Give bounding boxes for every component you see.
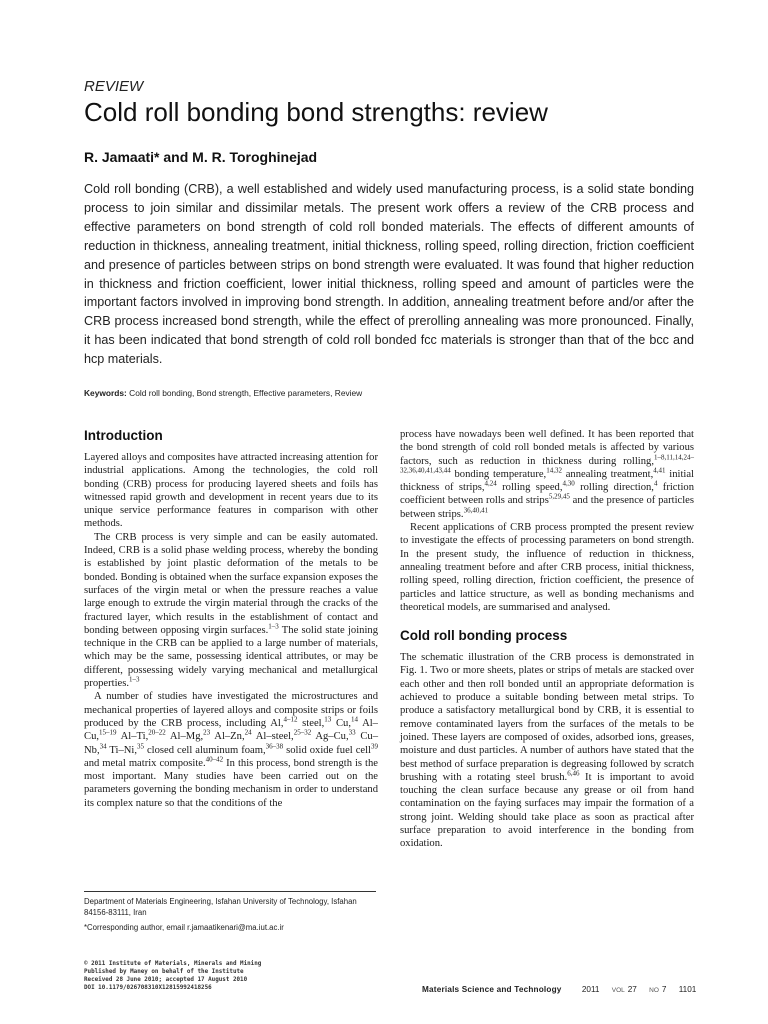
crb-process-heading: Cold roll bonding process — [400, 628, 568, 644]
citation: 1–3 — [268, 622, 279, 631]
paper-title: Cold roll bonding bond strengths: review — [84, 97, 548, 127]
footnote-divider — [84, 891, 376, 892]
introduction-heading: Introduction — [84, 428, 163, 443]
section-label: REVIEW — [84, 78, 144, 95]
keywords-label: Keywords: — [84, 388, 127, 398]
citation: 14,32 — [546, 466, 562, 475]
citation: 39 — [371, 742, 378, 750]
citation: 4–12 — [283, 715, 298, 724]
intro-paragraph-4: process have nowadays been well defined. It has been reported that the bond strength of cold roll bonded metals is affected by various factors, such as reduction in thickness during rolling,$^{1-8,11,14,24-32,36,40,41,43,44}$ bonding temperature,$^{14,32}$ annealing treatment,$^{4,41}$ initial thickness of strips,$^{4,24}$ rolling speed,$^{4,30}$ rolling direction,$^4$ friction coefficient between rolls and strips$^{5,29,45}$ and the presence of particles between strips.$^{36,40,41}$ — [400, 429, 694, 520]
citation: 35 — [136, 742, 144, 750]
copyright-line: © 2011 Institute of Materials, Minerals and Mining — [84, 961, 262, 967]
issue-label: NO — [649, 987, 659, 994]
citation: 13 — [324, 715, 332, 724]
citation: 4,24 — [484, 479, 497, 488]
author-list: R. Jamaati* and M. R. Toroghinejad — [84, 149, 318, 165]
keywords — [84, 388, 694, 398]
citation: 15–19 — [99, 728, 117, 737]
publisher-line: Published by Maney on behalf of the Institute — [84, 969, 244, 975]
citation: 1–8,11,14,24–32,36,40,41,43,44 — [400, 453, 694, 475]
citation: 25–32 — [293, 728, 312, 737]
right-column — [400, 428, 694, 851]
doi-line: DOI 10.1179/026708310X12815992418256 — [84, 985, 212, 991]
page-number: 1101 — [678, 985, 697, 994]
corresponding-author-footnote: *Corresponding author, email r.jamaatikenari@ma.iut.ac.ir — [84, 923, 284, 932]
left-column — [84, 428, 378, 810]
citation: 36,40,41 — [463, 506, 489, 515]
citation: 23 — [203, 728, 211, 737]
volume-number: 27 — [627, 985, 637, 994]
citation: 36–38 — [265, 742, 284, 750]
received-line: Received 28 June 2010; accepted 17 August 2010 — [84, 977, 248, 983]
crb-paragraph-1: The schematic illustration of the CRB process is demonstrated in Fig. 1. Two or more sheets, plates or strips of metals are stacked over each other and then roll bonded until an appropriate deformation is achieved to produce a suitable bonding between metal strips. To produce a satisfactory metallurgical bond by CRB, it is essential to remove contaminated layers from the surfaces of the metals to be joined. These layers are composed of oxides, adsorbed ions, greases, moisture and dust particles. A number of authors have stated that the best method of surface preparation is degreasing followed by scratch brushing with a rotating steel brush.$^{6,46}$ It is important to avoid touching the clean surface because any grease or oil from hand contamination on the faying surfaces may impair the formation of a strong joint. Welding should take place as soon as practical after surface preparation to avoid interference in the bonding from oxidation. — [400, 652, 694, 850]
abstract: Cold roll bonding (CRB), a well established and widely used manufacturing process, is a solid state bonding process to join similar and dissimilar metals. The present work offers a review of the CRB process and effective parameters on bond strength of cold roll bonded materials. The effects of different amounts of reduction in thickness, annealing treatment, initial thickness, rolling speed, rolling direction, friction coefficient and presence of particles between strips on bond strength were evaluated. It was found that higher reduction in thickness and friction coefficient, lower initial thickness, rolling speed and amount of particles were the important factors involved in improving bond strength. In addition, annealing treatment before and/or after the CRB process increased bond strength, while the effect of prerolling annealing was more pronounced. Finally, it has been indicated that bond strength of cold roll bonded fcc materials is stronger than that of the bcc and hcp materials. — [84, 182, 694, 367]
journal-name: Materials Science and Technology — [422, 985, 562, 994]
journal-year: 2011 — [581, 985, 600, 994]
citation: 14 — [350, 715, 358, 724]
keywords-text: Cold roll bonding, Bond strength, Effective parameters, Review — [129, 388, 363, 398]
affiliation-footnote: Department of Materials Engineering, Isfahan University of Technology, Isfahan 84156-83111, Iran — [84, 897, 357, 917]
citation: 33 — [348, 728, 356, 737]
publication-info — [84, 960, 344, 992]
volume-label: VOL — [611, 987, 625, 994]
citation: 20–22 — [148, 728, 166, 737]
citation: 4,41 — [653, 466, 666, 475]
citation: 4,30 — [562, 479, 575, 488]
intro-paragraph-1: Layered alloys and composites have attracted increasing attention for industrial applications. Among the technologies, the cold roll bonding (CRB) process for producing layered sheets and foils has witnessed rapid growth and development in recent years due to its unique service performance features in comparison with other methods. — [84, 452, 378, 530]
intro-paragraph-3: A number of studies have investigated the microstructures and mechanical properties of layered alloys and composite strips or foils produced by the CRB process, including Al,$^{4-12}$ steel,$^{13}$ Cu,$^{14}$ Al–Cu,$^{15-19}$ Al–Ti,$^{20-22}$ Al–Mg,$^{23}$ Al–Zn,$^{24}$ Al–steel,$^{25-32}$ Ag–Cu,$^{33}$ Cu–Nb,$^{34}$ Ti–Ni,$^{35}$ closed cell aluminum foam,$^{36-38}$ solid oxide fuel cell$^{39}$ and metal matrix composite.$^{40-42}$ In this process, bond strength is the most important. Many studies have been carried out on the parameters governing the bonding mechanism in order to understand its complex nature so that the conditions of the — [84, 691, 378, 809]
intro-paragraph-5: Recent applications of CRB process prompted the present review to investigate the effects of processing parameters on bond strength. In the present study, the influence of reduction in thickness, annealing treatment before and after CRB process, initial thickness, rolling speed, rolling direction, friction coefficient, the presence of particles and lattice structure, as well as bonding mechanisms and theoretical models, are summarised and analysed. — [400, 522, 694, 613]
citation: 5,29,45 — [548, 492, 570, 501]
issue-number: 7 — [661, 985, 667, 994]
citation: 34 — [99, 742, 107, 750]
running-footer — [422, 985, 742, 994]
citation: 4 — [653, 479, 658, 488]
citation: 40–42 — [205, 755, 224, 764]
citation: 1–3 — [129, 675, 140, 684]
intro-paragraph-2: The CRB process is very simple and can be easily automated. Indeed, CRB is a solid phase welding process, whereby the bonding is established by joint plastic deformation of the metals to be bonded. Bonding is obtained when the surface expansion exposes the surfaces of the virgin metal or when the pressure reaches a value large enough to extrude the virgin material through the cracks of the fractured layer, which results in the establishment of contact and bonding between opposing virgin surfaces.$^{1-3}$ The solid state joining technique in the CRB can be applied to a large number of materials, which may be the same, possessing identical attributes, or may be different, possessing widely varying mechanical and metallurgical properties.$^{1-3}$ — [84, 531, 378, 690]
citation: 6,46 — [567, 769, 580, 778]
citation: 24 — [244, 728, 252, 737]
